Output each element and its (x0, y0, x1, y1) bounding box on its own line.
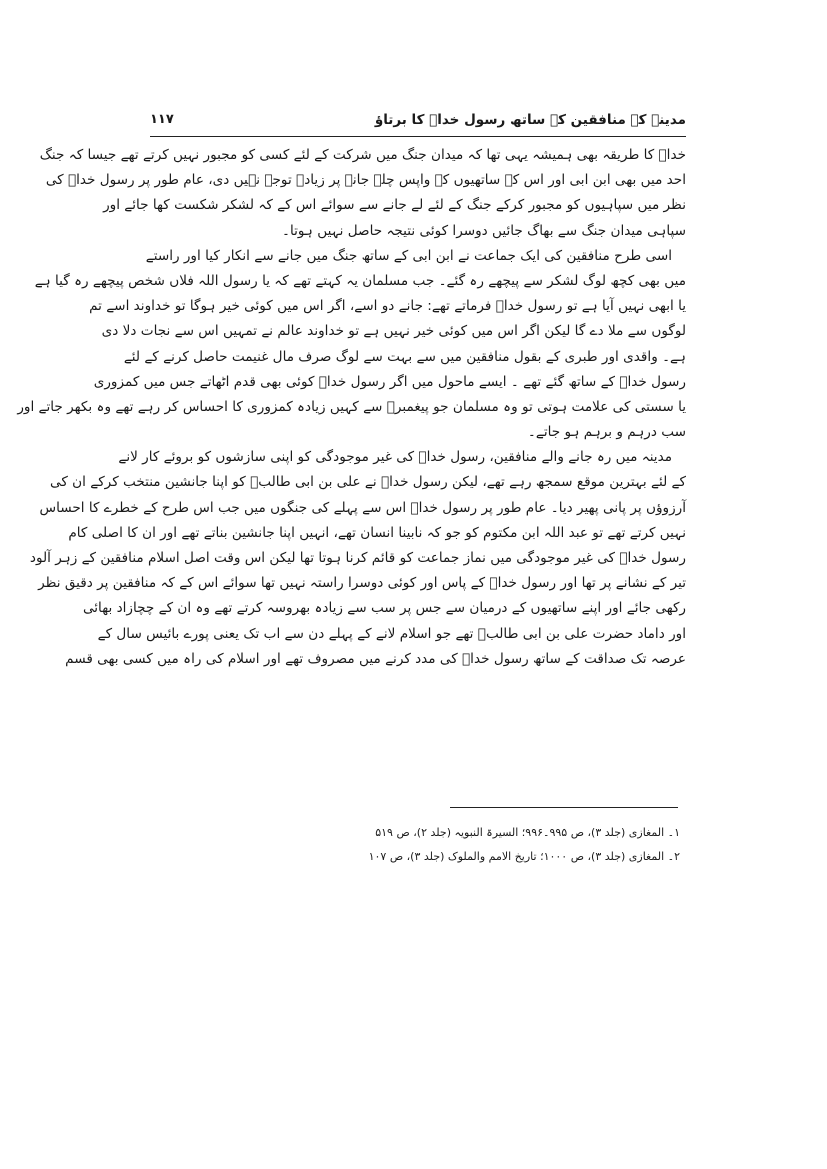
text-line: یا سستی کی علامت ہوتی تو وہ مسلمان جو پیغمبرؐ سے کہیں زیادہ کمزوری کا احساس کر رہے تھے وہ بکھر جاتے اور (17, 398, 686, 415)
text-line: رسول خداؐ کی غیر موجودگی میں نماز جماعت کو قائم کرنا ہوتا تھا لیکن اس وقت اصل اسلام منافقین کے زہر آلود (29, 550, 686, 566)
text-line: رکھی جائے اور اپنے ساتھیوں کے درمیان سے جس پر سب سے زیادہ بھروسہ کرتے تھے وہ ان کے چچازاد بھائی (82, 600, 686, 617)
text-line: اسی طرح منافقین کی ایک جماعت نے ابن ابی کے ساتھ جنگ میں جانے سے انکار کیا اور راستے (145, 247, 672, 264)
text-line: آرزوؤں پر پانی پھیر دیا۔ عام طور پر رسول خداؐ اس سے پہلے کی جنگوں میں جب اس طرح کے خطرے کا احساس (39, 499, 686, 516)
running-header-title: مدینہ کے منافقین کے ساتھ رسول خداؐ کا برتاؤ (374, 112, 686, 128)
footnote-divider (450, 807, 678, 808)
footnotes (368, 821, 680, 869)
text-line: نہیں کرتے تھے تو عبد اللہ ابن مکتوم کو جو کہ نابینا انسان تھے، انہیں اپنا جانشین بناتے تھے اور ان کا اصلی کام (68, 524, 686, 541)
text-line: نظر میں سپاہیوں کو مجبور کرکے جنگ کے لئے لے جانے سے سوائے اس کے کہ لشکر شکست کھا جائے اور (103, 197, 686, 214)
text-line: ہے۔ واقدی اور طبری کے بقول منافقین میں سے بہت سے لوگ صرف مال غنیمت حاصل کرنے کے لئے (123, 348, 686, 365)
text-line: میں بھی کچھ لوگ لشکر سے پیچھے رہ گئے۔ جب مسلمان یہ کہتے تھے کہ یا رسول اللہ فلاں شخص پیچھے رہ گیا ہے (34, 272, 686, 289)
text-line: اور داماد حضرت علی بن ابی طالبؑ تھے جو اسلام لانے کے پہلے دن سے اب تک یعنی پورے بائیس سال کے (97, 625, 686, 642)
running-header (150, 112, 686, 137)
page-number: ۱۱۷ (150, 112, 174, 127)
footnote-1: ۱۔ المغازی (جلد ۳)، ص ۹۹۵۔۹۹۶؛ السیرۃ النبویہ (جلد ۲)، ص ۵۱۹ (375, 826, 680, 839)
text-line: یا ابھی نہیں آیا ہے تو رسول خداؐ فرماتے تھے: جانے دو اسے، اگر اس میں کوئی خیر ہوگا تو خداوند اسے تم (89, 298, 686, 315)
text-line: احد میں بھی ابن ابی اور اس کے ساتھیوں کے واپس چلے جانے پر زیادہ توجہ نہیں دی، عام طور پر رسول خداؐ کی (45, 172, 686, 189)
text-line: رسول خداؐ کے ساتھ گئے تھے ۔ ایسے ماحول میں اگر رسول خداؐ کوئی بھی قدم اٹھاتے جس میں کمزوری (93, 373, 686, 390)
text-line: عرصہ تک صداقت کے ساتھ رسول خداؐ کی مدد کرنے میں مصروف تھے اور اسلام کی راہ میں کسی بھی قسم (65, 650, 686, 667)
footnote-2: ۲۔ المغازی (جلد ۳)، ص ۱۰۰۰؛ تاریخ الامم والملوک (جلد ۳)، ص ۱۰۷ (368, 850, 680, 863)
text-line: تیر کے نشانے پر تھا اور رسول خداؐ کے پاس اور کوئی دوسرا راستہ نہیں تھا سوائے اس کے کہ منافقین پر دقیق نظر (38, 575, 686, 592)
text-line: سب درہم و برہم ہو جاتے۔ (527, 424, 686, 441)
text-line: مدینہ میں رہ جانے والے منافقین، رسول خداؐ کی غیر موجودگی کو اپنی سازشوں کو بروئے کار لانے (118, 449, 672, 466)
text-line: لوگوں سے ملا دے گا لیکن اگر اس میں کوئی خیر نہیں ہے تو خداوند عالم نے تمہیں اس سے نجات دلا دی (101, 323, 686, 340)
text-line: کے لئے بہترین موقع سمجھ رہے تھے، لیکن رسول خداؐ نے علی بن ابی طالبؑ کو اپنا جانشین منتخب کرکے ان کی (50, 474, 686, 491)
text-line: سپاہی میدان جنگ سے بھاگ جائیں دوسرا کوئی نتیجہ حاصل نہیں ہوتا۔ (282, 222, 686, 239)
text-line: خداؐ کا طریقہ بھی ہمیشہ یہی تھا کہ میدان جنگ میں شرکت کے لئے کسی کو مجبور نہیں کرتے تھے جیسا کہ جنگ (39, 147, 686, 163)
body-text (17, 143, 686, 672)
